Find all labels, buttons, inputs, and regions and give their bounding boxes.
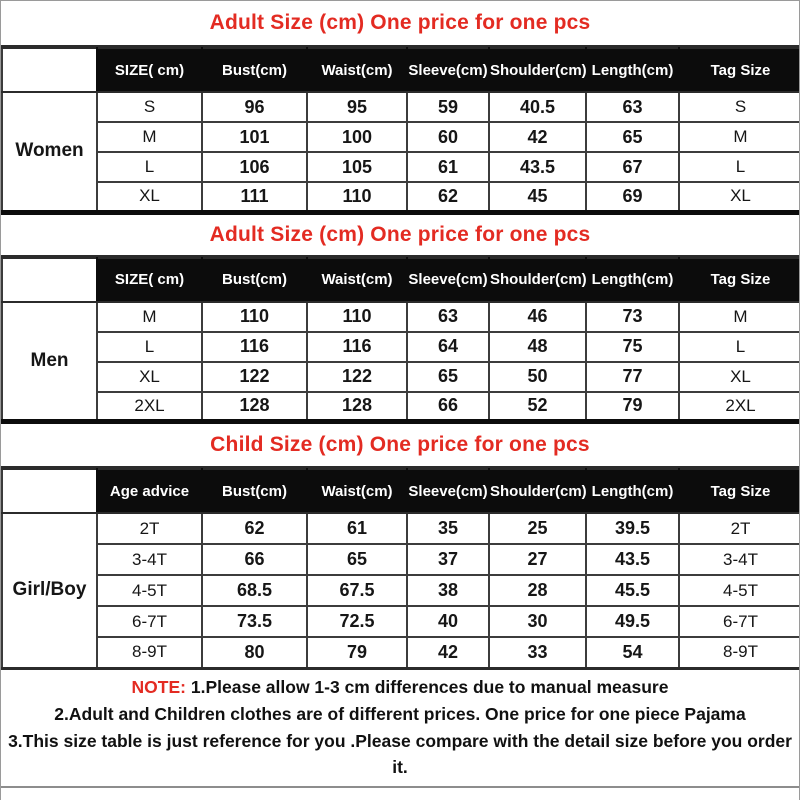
table-cell: 68.5 bbox=[202, 575, 307, 606]
table-cell: 62 bbox=[202, 513, 307, 544]
table-cell: S bbox=[97, 92, 202, 122]
table-row bbox=[2, 152, 800, 182]
header-row bbox=[2, 258, 800, 302]
table-cell: 79 bbox=[586, 392, 679, 422]
note-line-2: 2.Adult and Children clothes are of different prices. One price for one piece Pajama bbox=[54, 703, 746, 724]
table-cell: 65 bbox=[586, 122, 679, 152]
note-line-3: 3.This size table is just reference for you .Please compare with the detail size before you order it. bbox=[8, 730, 792, 778]
table-cell: 73 bbox=[586, 302, 679, 332]
table-cell: 3-4T bbox=[679, 544, 800, 575]
column-header-sleeve: Sleeve(cm) bbox=[407, 48, 489, 92]
table-cell: 4-5T bbox=[679, 575, 800, 606]
table-cell: 116 bbox=[202, 332, 307, 362]
table-cell: 73.5 bbox=[202, 606, 307, 637]
table-cell: 110 bbox=[307, 302, 407, 332]
header-row bbox=[2, 469, 800, 513]
table-row bbox=[2, 513, 800, 544]
table-cell: 61 bbox=[307, 513, 407, 544]
table-cell: 39.5 bbox=[586, 513, 679, 544]
table-cell: 28 bbox=[489, 575, 586, 606]
column-header-shoulder: Shoulder(cm) bbox=[489, 258, 586, 302]
column-header-bust: Bust(cm) bbox=[202, 469, 307, 513]
table-cell: 48 bbox=[489, 332, 586, 362]
table-cell: 60 bbox=[407, 122, 489, 152]
table-row bbox=[2, 182, 800, 212]
header-row bbox=[2, 48, 800, 92]
table-cell: 116 bbox=[307, 332, 407, 362]
table-cell: 65 bbox=[307, 544, 407, 575]
table-cell: 35 bbox=[407, 513, 489, 544]
table-cell: 45.5 bbox=[586, 575, 679, 606]
table-cell: M bbox=[97, 302, 202, 332]
table-row bbox=[2, 392, 800, 422]
table-cell: 64 bbox=[407, 332, 489, 362]
group-label-women: Women bbox=[2, 92, 97, 212]
table-cell: 66 bbox=[202, 544, 307, 575]
table-row bbox=[2, 544, 800, 575]
table-cell: 66 bbox=[407, 392, 489, 422]
table-cell: 54 bbox=[586, 637, 679, 668]
column-header-shoulder: Shoulder(cm) bbox=[489, 469, 586, 513]
table-row bbox=[2, 302, 800, 332]
table-cell: 2XL bbox=[679, 392, 800, 422]
table-cell: 69 bbox=[586, 182, 679, 212]
corner-cell bbox=[2, 258, 97, 302]
table-row bbox=[2, 122, 800, 152]
table-cell: 122 bbox=[202, 362, 307, 392]
table-cell: 50 bbox=[489, 362, 586, 392]
table-cell: 67 bbox=[586, 152, 679, 182]
column-header-tag: Tag Size bbox=[679, 258, 800, 302]
section-title-child: Child Size (cm) One price for one pcs bbox=[1, 424, 799, 468]
table-cell: 38 bbox=[407, 575, 489, 606]
column-header-size: SIZE( cm) bbox=[97, 48, 202, 92]
table-cell: XL bbox=[97, 182, 202, 212]
table-cell: L bbox=[679, 332, 800, 362]
table-cell: 110 bbox=[307, 182, 407, 212]
size-table-child bbox=[1, 468, 800, 670]
table-cell: 52 bbox=[489, 392, 586, 422]
table-cell: 95 bbox=[307, 92, 407, 122]
column-header-bust: Bust(cm) bbox=[202, 48, 307, 92]
column-header-tag: Tag Size bbox=[679, 469, 800, 513]
table-cell: 2T bbox=[97, 513, 202, 544]
table-row bbox=[2, 606, 800, 637]
table-cell: 46 bbox=[489, 302, 586, 332]
table-cell: 40.5 bbox=[489, 92, 586, 122]
table-cell: M bbox=[679, 122, 800, 152]
table-cell: 49.5 bbox=[586, 606, 679, 637]
table-cell: 63 bbox=[407, 302, 489, 332]
note-box bbox=[1, 670, 799, 788]
table-cell: 37 bbox=[407, 544, 489, 575]
table-cell: 105 bbox=[307, 152, 407, 182]
table-cell: 77 bbox=[586, 362, 679, 392]
table-cell: 2XL bbox=[97, 392, 202, 422]
table-cell: 61 bbox=[407, 152, 489, 182]
table-cell: 128 bbox=[307, 392, 407, 422]
table-row bbox=[2, 332, 800, 362]
section-title-men: Adult Size (cm) One price for one pcs bbox=[1, 215, 799, 257]
table-cell: 101 bbox=[202, 122, 307, 152]
table-cell: 122 bbox=[307, 362, 407, 392]
column-header-sleeve: Sleeve(cm) bbox=[407, 469, 489, 513]
table-cell: 67.5 bbox=[307, 575, 407, 606]
table-cell: 40 bbox=[407, 606, 489, 637]
table-cell: M bbox=[679, 302, 800, 332]
table-cell: M bbox=[97, 122, 202, 152]
column-header-tag: Tag Size bbox=[679, 48, 800, 92]
column-header-waist: Waist(cm) bbox=[307, 469, 407, 513]
table-cell: 33 bbox=[489, 637, 586, 668]
table-cell: 96 bbox=[202, 92, 307, 122]
table-cell: 45 bbox=[489, 182, 586, 212]
table-cell: 65 bbox=[407, 362, 489, 392]
note-text-1: 1.Please allow 1-3 cm differences due to manual measure bbox=[190, 677, 669, 698]
table-cell: 43.5 bbox=[586, 544, 679, 575]
table-cell: 106 bbox=[202, 152, 307, 182]
column-header-waist: Waist(cm) bbox=[307, 258, 407, 302]
table-cell: 42 bbox=[489, 122, 586, 152]
size-table-men bbox=[1, 257, 800, 425]
table-cell: 8-9T bbox=[679, 637, 800, 668]
section-title-women: Adult Size (cm) One price for one pcs bbox=[1, 1, 799, 47]
table-cell: 4-5T bbox=[97, 575, 202, 606]
group-label-child: Girl/Boy bbox=[2, 513, 97, 668]
table-cell: 72.5 bbox=[307, 606, 407, 637]
table-cell: 111 bbox=[202, 182, 307, 212]
table-cell: 100 bbox=[307, 122, 407, 152]
table-cell: 42 bbox=[407, 637, 489, 668]
table-row bbox=[2, 575, 800, 606]
table-row bbox=[2, 92, 800, 122]
table-cell: 59 bbox=[407, 92, 489, 122]
group-label-men: Men bbox=[2, 302, 97, 422]
table-cell: 8-9T bbox=[97, 637, 202, 668]
table-cell: L bbox=[97, 152, 202, 182]
table-cell: 128 bbox=[202, 392, 307, 422]
table-row bbox=[2, 362, 800, 392]
size-table-women bbox=[1, 47, 800, 215]
table-cell: 43.5 bbox=[489, 152, 586, 182]
table-cell: 30 bbox=[489, 606, 586, 637]
table-cell: 25 bbox=[489, 513, 586, 544]
table-cell: 75 bbox=[586, 332, 679, 362]
column-header-sleeve: Sleeve(cm) bbox=[407, 258, 489, 302]
table-cell: L bbox=[679, 152, 800, 182]
column-header-shoulder: Shoulder(cm) bbox=[489, 48, 586, 92]
table-cell: 27 bbox=[489, 544, 586, 575]
column-header-length: Length(cm) bbox=[586, 469, 679, 513]
table-cell: S bbox=[679, 92, 800, 122]
table-cell: 3-4T bbox=[97, 544, 202, 575]
table-cell: 79 bbox=[307, 637, 407, 668]
column-header-size: SIZE( cm) bbox=[97, 258, 202, 302]
table-cell: XL bbox=[97, 362, 202, 392]
table-cell: 6-7T bbox=[97, 606, 202, 637]
column-header-waist: Waist(cm) bbox=[307, 48, 407, 92]
table-cell: 62 bbox=[407, 182, 489, 212]
table-cell: XL bbox=[679, 362, 800, 392]
table-cell: XL bbox=[679, 182, 800, 212]
column-header-length: Length(cm) bbox=[586, 48, 679, 92]
note-label: NOTE: bbox=[131, 677, 186, 698]
corner-cell bbox=[2, 48, 97, 92]
column-header-bust: Bust(cm) bbox=[202, 258, 307, 302]
corner-cell bbox=[2, 469, 97, 513]
column-header-age: Age advice bbox=[97, 469, 202, 513]
table-cell: 110 bbox=[202, 302, 307, 332]
table-cell: 63 bbox=[586, 92, 679, 122]
table-cell: L bbox=[97, 332, 202, 362]
note-line-1 bbox=[8, 674, 792, 701]
bottom-strip bbox=[1, 788, 799, 797]
table-cell: 6-7T bbox=[679, 606, 800, 637]
column-header-length: Length(cm) bbox=[586, 258, 679, 302]
table-cell: 2T bbox=[679, 513, 800, 544]
table-cell: 80 bbox=[202, 637, 307, 668]
table-row bbox=[2, 637, 800, 668]
